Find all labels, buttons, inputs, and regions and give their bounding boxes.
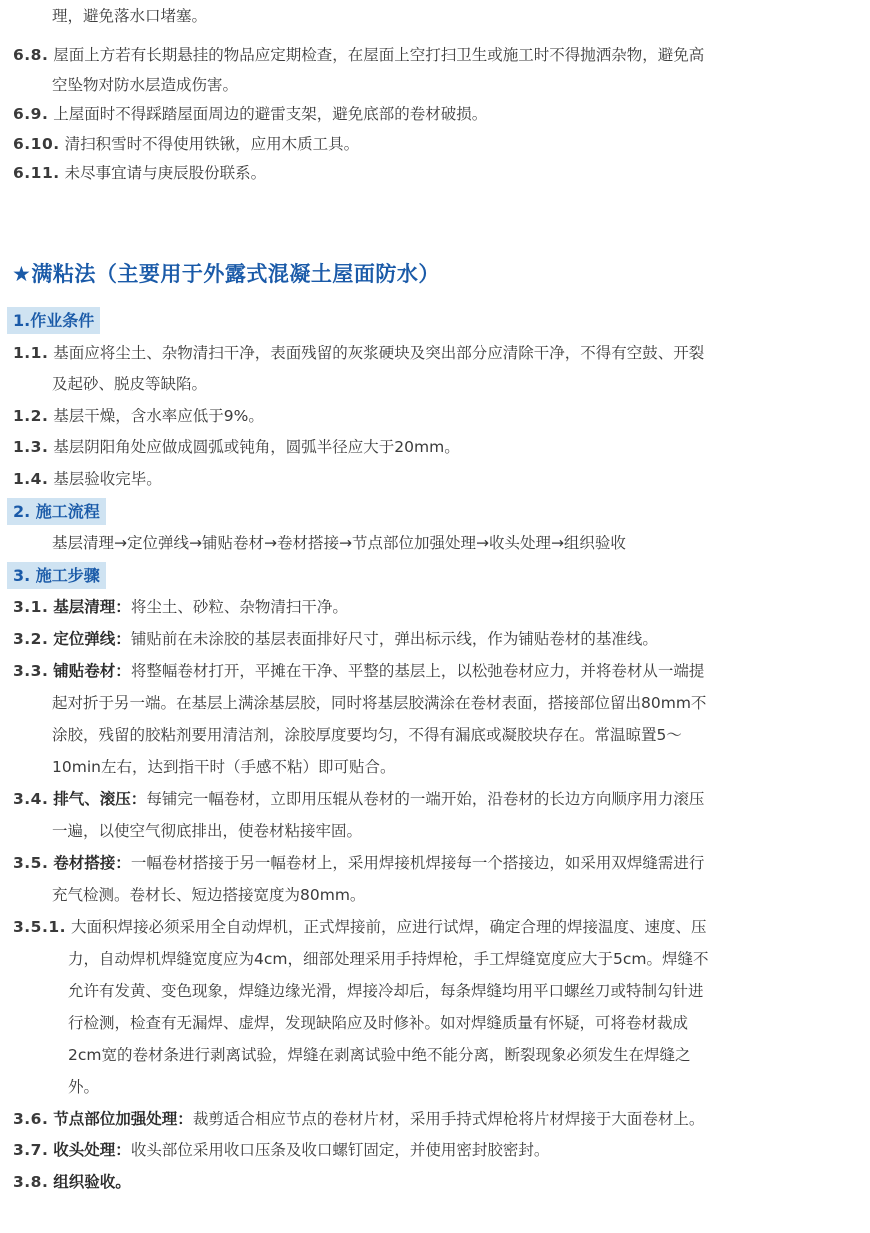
list-item: 1.3. 基层阴阳角处应做成圆弧或钝角，圆弧半径应大于20mm。 [13, 438, 460, 456]
list-item: 6.11. 未尽事宜请与庚辰股份联系。 [13, 164, 267, 182]
list-item: 3.8. 组织验收。 [13, 1173, 131, 1191]
list-item: 6.8. 屋面上方若有长期悬挂的物品应定期检查，在屋面上空打扫卫生或施工时不得抛洒杂物，避免高 [13, 46, 705, 64]
text-line: 允许有发黄、变色现象，焊缝边缘光滑，焊接冷却后，每条焊缝均用平口螺丝刀或特制勾针进 [68, 982, 704, 1000]
text-line: 涂胶，残留的胶粘剂要用清洁剂，涂胶厚度要均匀，不得有漏底或凝胶块存在。常温晾置5～ [52, 726, 682, 744]
section-heading: ★满粘法（主要用于外露式混凝土屋面防水） [12, 262, 440, 286]
list-item: 3.3. 铺贴卷材：将整幅卷材打开，平摊在干净、平整的基层上，以松弛卷材应力，并将卷材从一端提 [13, 662, 705, 680]
list-item: 3.5. 卷材搭接：一幅卷材搭接于另一幅卷材上，采用焊接机焊接每一个搭接边，如采用双焊缝需进行 [13, 854, 705, 872]
text-line: 力，自动焊机焊缝宽度应为4cm，细部处理采用手持焊枪，手工焊缝宽度应大于5cm。焊缝不 [68, 950, 709, 968]
text-line: 2cm宽的卷材条进行剥离试验，焊缝在剥离试验中绝不能分离，断裂现象必须发生在焊缝之 [68, 1046, 691, 1064]
text-line: 充气检测。卷材长、短边搭接宽度为80mm。 [52, 886, 366, 904]
list-item: 6.10. 清扫积雪时不得使用铁锹，应用木质工具。 [13, 135, 360, 153]
text-line: 空坠物对防水层造成伤害。 [52, 76, 239, 94]
text-line: 10min左右，达到指干时（手感不粘）即可贴合。 [52, 758, 396, 776]
text-line: 外。 [68, 1078, 100, 1096]
list-item: 1.1. 基面应将尘土、杂物清扫干净，表面残留的灰浆硬块及突出部分应清除干净，不得有空鼓、开裂 [13, 344, 705, 362]
process-flow: 基层清理→定位弹线→铺贴卷材→卷材搭接→节点部位加强处理→收头处理→组织验收 [52, 534, 626, 552]
text-line: 起对折于另一端。在基层上满涂基层胶，同时将基层胶满涂在卷材表面，搭接部位留出80mm不 [52, 694, 707, 712]
section-label-flow: 2. 施工流程 [7, 498, 106, 525]
list-item: 3.6. 节点部位加强处理：裁剪适合相应节点的卷材片材，采用手持式焊枪将片材焊接于大面卷材上。 [13, 1110, 705, 1128]
list-item: 3.5.1. 大面积焊接必须采用全自动焊机，正式焊接前，应进行试焊，确定合理的焊接温度、速度、压 [13, 918, 707, 936]
list-item: 3.4. 排气、滚压：每铺完一幅卷材，立即用压辊从卷材的一端开始，沿卷材的长边方向顺序用力滚压 [13, 790, 705, 808]
text-line: 一遍，以使空气彻底排出，使卷材粘接牢固。 [52, 822, 363, 840]
text-line: 及起砂、脱皮等缺陷。 [52, 375, 208, 393]
list-item: 6.9. 上屋面时不得踩踏屋面周边的避雷支架，避免底部的卷材破损。 [13, 105, 488, 123]
section-label-conditions: 1.作业条件 [7, 307, 100, 334]
list-item: 1.4. 基层验收完毕。 [13, 470, 162, 488]
list-item: 1.2. 基层干燥，含水率应低于9%。 [13, 407, 264, 425]
section-label-steps: 3. 施工步骤 [7, 562, 106, 589]
text-line: 理，避免落水口堵塞。 [52, 7, 208, 25]
list-item: 3.7. 收头处理：收头部位采用收口压条及收口螺钉固定，并使用密封胶密封。 [13, 1141, 550, 1159]
text-line: 行检测，检查有无漏焊、虚焊，发现缺陷应及时修补。如对焊缝质量有怀疑，可将卷材裁成 [68, 1014, 689, 1032]
list-item: 3.2. 定位弹线：铺贴前在未涂胶的基层表面排好尺寸，弹出标示线，作为铺贴卷材的基准线。 [13, 630, 658, 648]
list-item: 3.1. 基层清理：将尘土、砂粒、杂物清扫干净。 [13, 598, 348, 616]
